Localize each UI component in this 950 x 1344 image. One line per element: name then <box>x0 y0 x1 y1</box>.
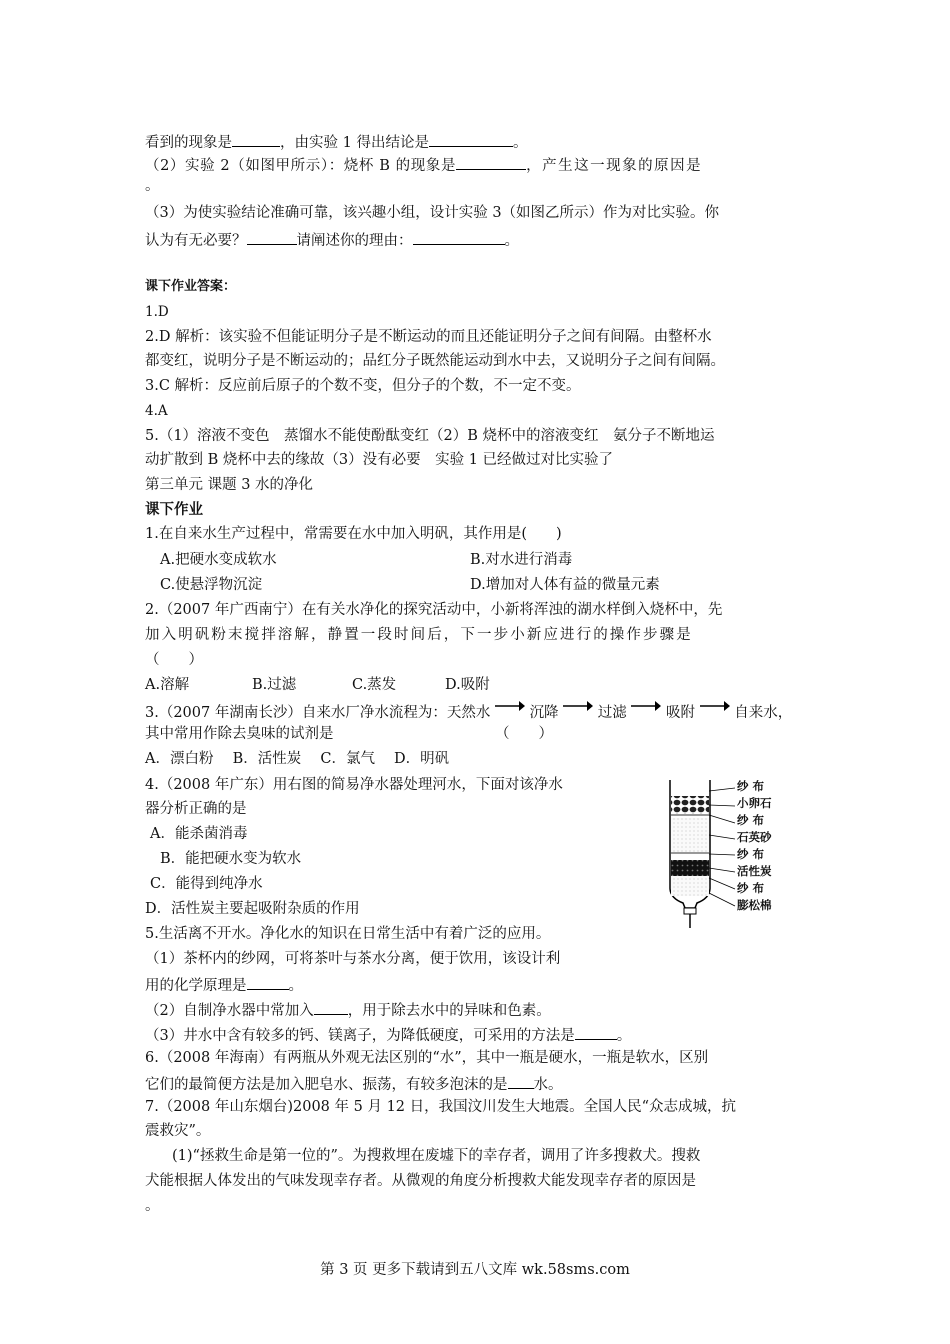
answers-title: 课下作业答案： <box>145 279 237 294</box>
process-step: 沉降 <box>529 705 559 721</box>
text-line: （3）为使实验结论准确可靠，该兴趣小组，设计实验 3（如图乙所示）作为对比实验。你 <box>145 205 720 221</box>
arrow-right-icon <box>631 699 661 713</box>
label-gauze-1: 纱 布 <box>737 779 765 793</box>
question-2: 2.（2007 年广西南宁）在有关水净化的探究活动中，小新将浑浊的湖水样倒入烧杯中，先 <box>145 602 723 618</box>
carbon-layer <box>671 860 709 876</box>
blank <box>456 153 526 170</box>
question-3 <box>145 699 792 723</box>
q3-options: A．漂白粉 B．活性炭 C．氯气 D．明矾 <box>145 751 450 767</box>
text: 看到的现象是 <box>145 135 232 151</box>
question-6: 6.（2008 年海南）有两瓶从外观无法区别的“水”，其中一瓶是硬水，一瓶是软水，区别 <box>145 1050 709 1066</box>
blank <box>575 1023 617 1040</box>
sand-layer <box>671 818 709 852</box>
text-line <box>145 153 702 176</box>
text: （2）实验 2（如图甲所示）：烧杯 B 的现象是 <box>145 158 457 174</box>
question-7: 7.（2008 年山东烟台)2008 年 5 月 12 日，我国汶川发生大地震。全国人民“众志成城，抗 <box>145 1099 737 1115</box>
label-gauze-2: 纱 布 <box>737 813 765 827</box>
blank <box>247 973 289 990</box>
q1-option-b: B.对水进行消毒 <box>470 552 573 568</box>
process-step: 吸附 <box>666 705 695 721</box>
answer-2: 2.D 解析：该实验不但能证明分子是不断运动的而且还能证明分子之间有间隔。由整杯水 <box>145 329 712 345</box>
answer-5: 5.（1）溶液不变色 蒸馏水不能使酚酞变红（2）B 烧杯中的溶液变红 氨分子不断地运 <box>145 428 715 444</box>
label-cotton: 膨松棉 <box>737 898 772 912</box>
blank <box>508 1072 534 1089</box>
question-6-cont: 它们的最简便方法是加入肥皂水、振荡，有较多泡沫的是 水。 <box>145 1072 563 1095</box>
blank <box>413 228 505 245</box>
q2-option-d: D.吸附 <box>445 677 490 693</box>
text-line: 。 <box>145 178 160 194</box>
text: 3.（2007 年湖南长沙）自来水厂净水流程为：天然水 <box>145 705 491 721</box>
blank <box>429 130 513 147</box>
label-pebbles: 小卵石 <box>737 796 772 810</box>
question-3-paren: （ ） <box>495 726 553 742</box>
q2-option-b: B.过滤 <box>252 677 297 693</box>
q2-option-c: C.蒸发 <box>352 677 397 693</box>
question-4-cont: 器分析正确的是 <box>145 801 247 817</box>
q4-option-c: C．能得到纯净水 <box>150 876 263 892</box>
label-activated-carbon: 活性炭 <box>737 864 772 878</box>
label-gauze-3: 纱 布 <box>737 847 765 861</box>
blank <box>232 130 280 147</box>
question-1: 1.在自来水生产过程中，常需要在水中加入明矾，其作用是( ) <box>145 526 562 542</box>
answer-2-cont: 都变红，说明分子是不断运动的；品红分子既然能运动到水中去，又说明分子之间有间隔。 <box>145 353 725 369</box>
question-7-1-cont: 犬能根据人体发出的气味发现幸存者。从微观的角度分析搜救犬能发现幸存者的原因是 <box>145 1173 696 1189</box>
text: 。 <box>504 233 519 249</box>
arrow-right-icon <box>495 699 525 713</box>
unit-title: 第三单元 课题 3 水的净化 <box>145 477 314 493</box>
arrow-right-icon <box>700 699 730 713</box>
text: ，由实验 1 得出结论是 <box>280 135 429 151</box>
question-7-1-end: 。 <box>145 1198 160 1214</box>
question-7-cont: 震救灾”。 <box>145 1123 211 1139</box>
answer-3: 3.C 解析：反应前后原子的个数不变，但分子的个数，不一定不变。 <box>145 378 581 394</box>
text: 。 <box>512 135 528 151</box>
q4-option-d: D．活性炭主要起吸附杂质的作用 <box>145 901 360 917</box>
text-line <box>145 130 527 153</box>
answer-1: 1.D <box>145 304 169 320</box>
q1-option-c: C.使悬浮物沉淀 <box>160 577 263 593</box>
q1-option-a: A.把硬水变成软水 <box>160 552 277 568</box>
label-quartz-sand: 石英砂 <box>737 830 772 844</box>
blank <box>247 228 297 245</box>
question-5-1: （1）茶杯内的纱网，可将茶叶与茶水分离，便于饮用，该设计利 <box>145 951 561 967</box>
q4-option-b: B．能把硬水变为软水 <box>160 851 302 867</box>
process-step: 自来水， <box>734 705 793 721</box>
blank <box>314 998 348 1015</box>
arrow-right-icon <box>563 699 593 713</box>
label-gauze-4: 纱 布 <box>737 881 765 895</box>
question-3-cont: 其中常用作除去臭味的试剂是 <box>145 726 334 742</box>
pebble-layer <box>671 796 709 814</box>
process-step: 过滤 <box>597 705 627 721</box>
text: 请阐述你的理由： <box>296 233 413 249</box>
answer-5-cont: 动扩散到 B 烧杯中去的缘故（3）没有必要 实验 1 已经做过对比实验了 <box>145 452 614 468</box>
answer-4: 4.A <box>145 403 168 419</box>
question-5-1-cont: 用的化学原理是 。 <box>145 973 303 996</box>
text-line <box>145 228 519 251</box>
q1-option-d: D.增加对人体有益的微量元素 <box>470 577 660 593</box>
question-5: 5.生活离不开水。净化水的知识在日常生活中有着广泛的应用。 <box>145 926 551 942</box>
page-footer: 第 3 页 更多下载请到五八文库 wk.58sms.com <box>320 1262 630 1278</box>
text: 认为有无必要？ <box>145 233 247 249</box>
homework-title: 课下作业 <box>145 501 203 518</box>
question-7-1: (1)“拯救生命是第一位的”。为搜救埋在废墟下的幸存者，调用了许多搜救犬。搜救 <box>172 1148 701 1164</box>
question-5-2: （2）自制净水器中常加入 ，用于除去水中的异味和色素。 <box>145 998 551 1021</box>
question-5-3: （3）井水中含有较多的钙、镁离子，为降低硬度，可采用的方法是 。 <box>145 1023 631 1046</box>
question-2-paren: （ ） <box>145 652 203 668</box>
water-filter-icon <box>665 778 800 928</box>
question-4: 4.（2008 年广东）用右图的简易净水器处理河水，下面对该净水 <box>145 777 563 793</box>
water-purifier-diagram <box>665 778 800 928</box>
q2-option-a: A.溶解 <box>145 677 190 693</box>
text: ，产生这一现象的原因是 <box>526 158 703 174</box>
cotton-layer <box>671 876 709 896</box>
question-2-cont: 加入明矾粉末搅拌溶解，静置一段时间后，下一步小新应进行的操作步骤是 <box>145 627 693 643</box>
q4-option-a: A．能杀菌消毒 <box>150 826 248 842</box>
